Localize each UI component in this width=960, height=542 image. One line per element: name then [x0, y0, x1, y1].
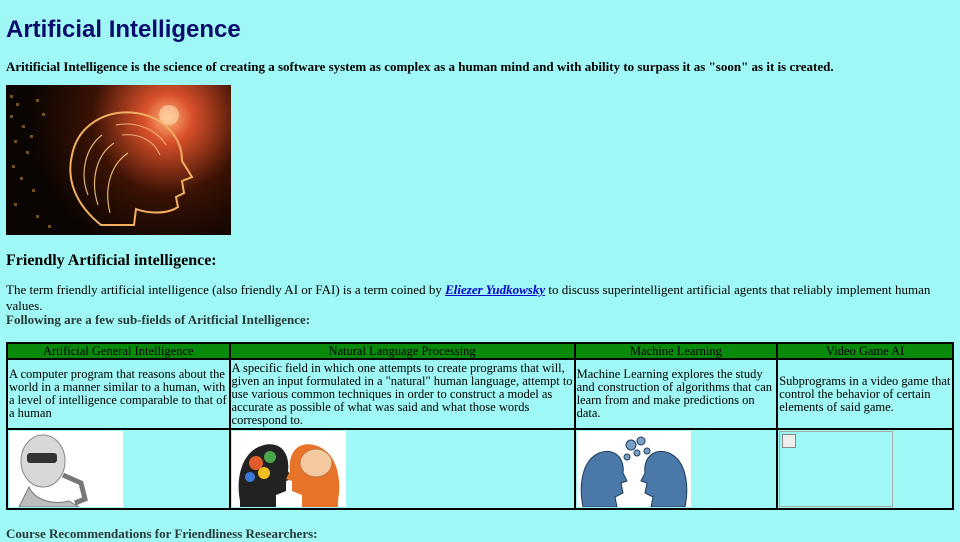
gears-and-brain-image: [232, 431, 346, 507]
cell-game-ai-image: [777, 429, 953, 509]
header-game-ai: Video Game AI: [777, 343, 953, 359]
cell-nlp-image: [230, 429, 575, 509]
course-recommendations-heading: Course Recommendations for Friendliness Researchers:: [6, 526, 318, 541]
robot-thinking-image: [9, 431, 123, 507]
friendly-ai-description: [6, 282, 960, 314]
gear-heads-image: [577, 431, 691, 507]
table-header-row: [7, 343, 953, 359]
eliezer-yudkowsky-link[interactable]: Eliezer Yudkowsky: [445, 282, 546, 297]
page-title: Artificial Intelligence: [6, 16, 241, 43]
ai-head-image: [6, 85, 231, 235]
header-agi: Artificial General Intelligence: [7, 343, 230, 359]
table-row: [7, 429, 953, 509]
table-row: [7, 359, 953, 429]
header-ml: Machine Learning: [575, 343, 778, 359]
friendly-ai-heading: Friendly Artificial intelligence:: [6, 252, 217, 269]
term-text-after: to discuss superintelligent artificial agents that reliably implement human values.: [6, 282, 931, 313]
intro-text: Aritificial Intelligence is the science of creating a software system as complex as a human mind and with ability to surpass it as "soon" as it is created.: [6, 59, 834, 74]
desc-ml: Machine Learning explores the study and construction of algorithms that can learn from and make predictions on data.: [575, 359, 778, 429]
desc-nlp: A specific field in which one attempts to create programs that will, given an input formulated in a "natural" human language, attempt to use various common techniques in order to construct a model as accurate as possible of what was said and what those words correspond to.: [230, 359, 575, 429]
header-nlp: Natural Language Processing: [230, 343, 575, 359]
desc-agi: A computer program that reasons about the world in a manner similar to a human, with a level of intelligence comparable to that of a human: [7, 359, 230, 429]
broken-image-icon: [782, 434, 796, 448]
subfields-table: [6, 342, 954, 510]
cell-ml-image: [575, 429, 778, 509]
subfields-heading: Following are a few sub-fields of Aritficial Intelligence:: [6, 312, 311, 327]
term-text-before: The term friendly artificial intelligence (also friendly AI or FAI) is a term coined by: [6, 282, 446, 297]
broken-image-placeholder: [779, 431, 893, 507]
cell-agi-image: [7, 429, 230, 509]
desc-game-ai: Subprograms in a video game that control the behavior of certain elements of said game.: [777, 359, 953, 429]
